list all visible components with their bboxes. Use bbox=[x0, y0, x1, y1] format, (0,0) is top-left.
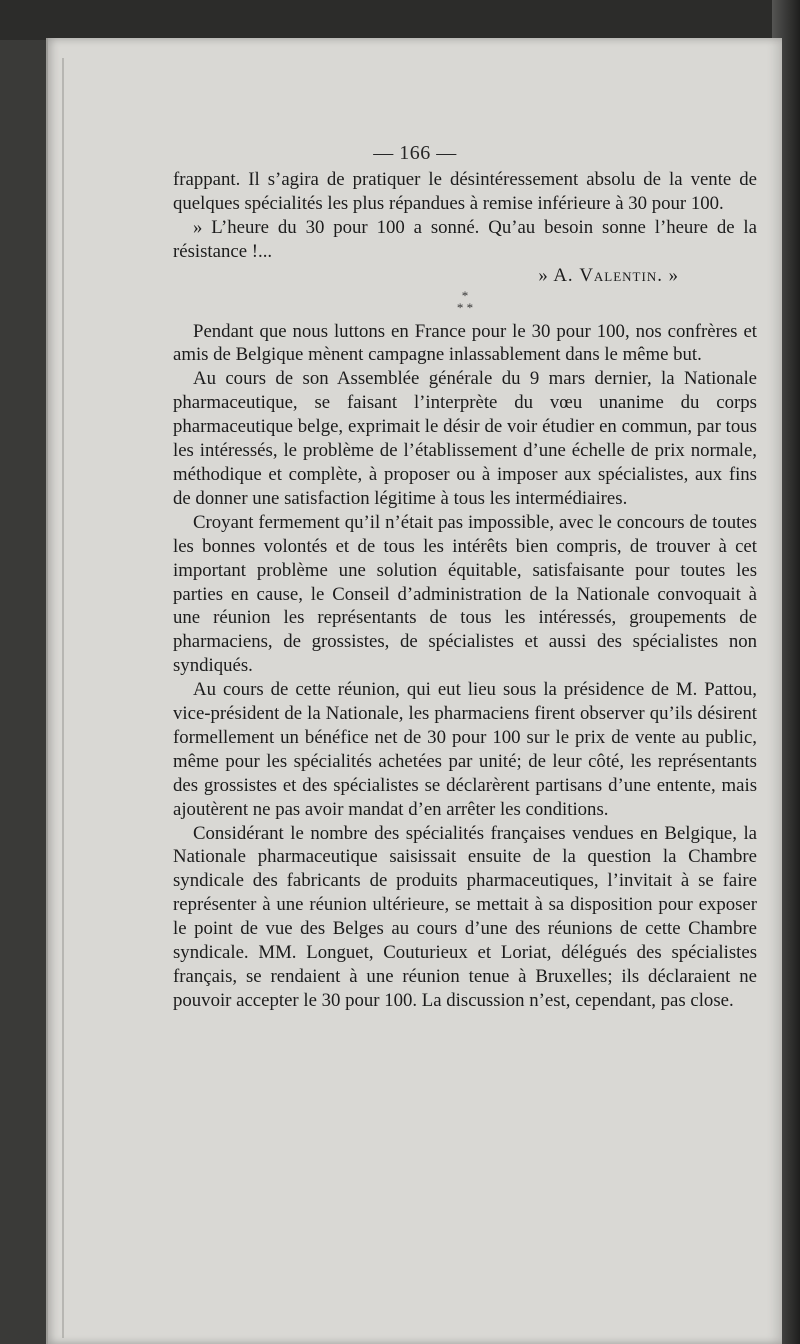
paragraph-quote-end: » L’heure du 30 pour 100 a sonné. Qu’au besoin sonne l’heure de la résistance !... bbox=[173, 216, 757, 262]
page-body bbox=[173, 168, 757, 1013]
paragraph: Au cours de cette réunion, qui eut lieu sous la présidence de M. Pattou, vice-président de la Nationale, les pharmaciens firent observer qu’ils désirent formellement un bénéfice net de 30 pour 100 sur le prix de vente au public, même pour les spécialités achetées par unité; de leur côté, les représentants des grossistes et des spécialistes se déclarèrent partisans d’une entente, mais ajoutèrent ne pas avoir mandat d’en arrêter les conditions. bbox=[173, 679, 757, 820]
signature bbox=[173, 264, 757, 288]
paragraph: Au cours de son Assemblée générale du 9 mars dernier, la Nationale pharmaceutique, se faisant l’interprète du vœu unanime du corps pharmaceutique belge, exprimait le désir de voir étudier en commun, par tous les intéressés, le problème de l’établissement d’une échelle de prix normale, méthodique et complète, à proposer ou à imposer aux spécialistes, aux fins de donner une satisfaction légitime à tous les intermédiaires. bbox=[173, 368, 757, 509]
asterism-top: * bbox=[461, 287, 469, 303]
page-fold-line bbox=[62, 58, 64, 1338]
asterism-bottom: * * bbox=[456, 299, 474, 315]
signature-open: » A. bbox=[538, 264, 580, 286]
asterism-separator bbox=[173, 288, 757, 320]
paragraph: Pendant que nous luttons en France pour le 30 pour 100, nos confrères et amis de Belgique mènent campagne inlassablement dans le même but. bbox=[173, 320, 757, 366]
paragraph: Croyant fermement qu’il n’était pas impossible, avec le concours de toutes les bonnes volontés et de tous les intérêts bien compris, de trouver à cet important problème une solution équitable, satisfaisante pour toutes les parties en cause, le Conseil d’administration de la Nationale convoquait à une réunion les représentants de tous les intéressés, groupements de pharmaciens, de grossistes, de spécialistes et aussi des spécialistes non syndiqués. bbox=[173, 511, 757, 677]
scan-background-top bbox=[0, 0, 800, 40]
book-page bbox=[46, 38, 782, 1344]
paragraph: Considérant le nombre des spécialités françaises vendues en Belgique, la Nationale pharmaceutique saisissait ensuite de la question la Chambre syndicale des fabricants de produits pharmaceutiques, l’invitait à se faire représenter à une réunion ultérieure, se mettait à sa disposition pour exposer le point de vue des Belges au cours d’une des réunions de cette Chambre syndicale. MM. Longuet, Couturieux et Loriat, délégués des spécialistes français, se rendaient à une réunion tenue à Bruxelles; ils déclaraient ne pouvoir accepter le 30 pour 100. La discussion n’est, cependant, pas close. bbox=[173, 822, 757, 1011]
paragraph-continued: frappant. Il s’agira de pratiquer le désintéressement absolu de la vente de quelques spécialités les plus répandues à remise inférieure à 30 pour 100. bbox=[173, 169, 757, 214]
signature-name: Valentin. bbox=[579, 264, 663, 286]
signature-close: » bbox=[662, 264, 679, 286]
page-number: — 166 — bbox=[373, 142, 457, 164]
